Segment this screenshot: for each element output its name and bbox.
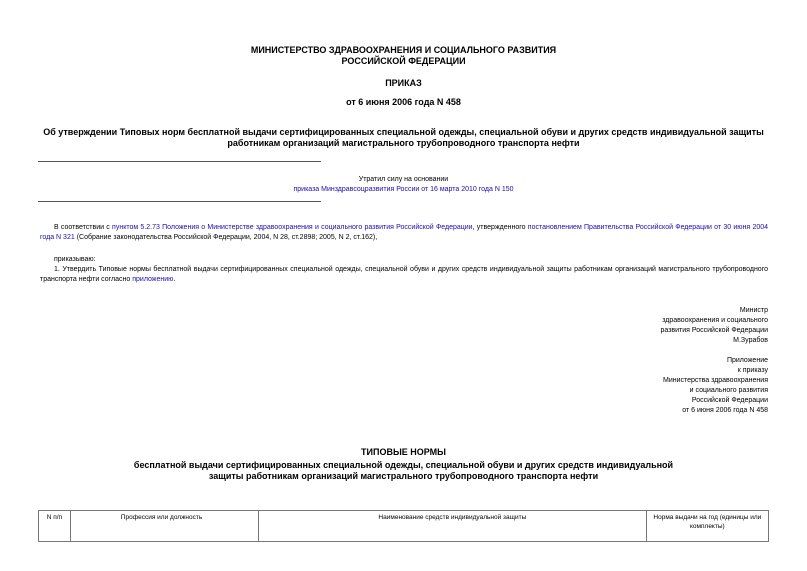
preamble-suffix: (Собрание законодательства Российской Федерации, 2004, N 28, ст.2898; 2005, N 2, ст.162), — [74, 234, 378, 241]
preamble-paragraph — [40, 223, 768, 243]
order-subject — [40, 127, 767, 149]
divider-top — [38, 161, 321, 162]
divider-bottom — [38, 201, 321, 202]
header-norm: Норма выдачи на год (единицы или комплекты) — [646, 511, 768, 542]
order-item-1 — [40, 265, 768, 285]
signature-line-1: Министр — [739, 307, 768, 314]
subject-line-2: работникам организаций магистрального трубопроводного транспорта нефти — [227, 138, 580, 148]
item-1-end: . — [173, 276, 176, 283]
appendix-line-2: к приказу — [737, 367, 768, 374]
appendix-line-4: и социального развития — [689, 387, 768, 394]
appendix-line-3: Министерства здравоохранения — [663, 377, 768, 384]
lost-force-link[interactable]: приказа Минздравсоцразвития России от 16 марта 2010 года N 150 — [293, 186, 514, 193]
appendix-link[interactable]: приложению — [132, 276, 174, 283]
ministry-line-2: РОССИЙСКОЙ ФЕДЕРАЦИИ — [341, 56, 466, 66]
doc-type: ПРИКАЗ — [385, 78, 422, 88]
lost-force-notice — [0, 175, 807, 195]
order-date-number: от 6 июня 2006 года N 458 — [346, 97, 461, 107]
header-ppe-name: Наименование средств индивидуальной защиты — [259, 511, 647, 542]
norms-title: ТИПОВЫЕ НОРМЫ — [361, 447, 446, 457]
government-decree-link[interactable]: постановлением Правительства Российской Федерации от 30 июня 2004 года N 321 — [40, 224, 769, 241]
preamble-prefix: В соответствии с — [54, 224, 113, 231]
subject-line-1: Об утверждении Типовых норм бесплатной выдачи сертифицированных специальной одежды, специальной обуви и других средств индивидуальной защиты — [43, 127, 764, 137]
ministry-heading — [0, 45, 807, 67]
regulation-link[interactable]: пунктом 5.2.73 Положения о Министерстве здравоохранения и социального развития Российской Федерации — [112, 224, 473, 231]
header-number: N п/п — [39, 511, 71, 542]
norms-table — [38, 510, 769, 542]
ministry-line-1: МИНИСТЕРСТВО ЗДРАВООХРАНЕНИЯ И СОЦИАЛЬНОГО РАЗВИТИЯ — [250, 45, 557, 55]
signature-name: М.Зурабов — [733, 337, 768, 344]
preamble-mid: , утвержденного — [472, 224, 528, 231]
norms-subtitle — [0, 460, 807, 482]
appendix-line-6: от 6 июня 2006 года N 458 — [682, 407, 768, 414]
lost-force-text: Утратил силу на основании — [358, 176, 449, 183]
table-header-row — [39, 511, 769, 542]
signature-line-3: развития Российской Федерации — [660, 327, 768, 334]
norms-subtitle-line-1: бесплатной выдачи сертифицированных специальной одежды, специальной обуви и других средств индивидуальной — [133, 460, 674, 470]
item-1-text: 1. Утвердить Типовые нормы бесплатной выдачи сертифицированных специальной одежды, специальной обуви и других средств индивидуальной защиты работникам организаций магистрального трубопроводного транспорта нефти согласно — [40, 266, 768, 283]
appendix-line-5: Российской Федерации — [691, 397, 768, 404]
appendix-block — [663, 356, 768, 416]
order-word: приказываю: — [54, 256, 96, 263]
signature-line-2: здравоохранения и социального — [662, 317, 768, 324]
signature-block — [660, 306, 768, 346]
norms-subtitle-line-2: защиты работникам организаций магистрального трубопроводного транспорта нефти — [208, 471, 599, 481]
header-profession: Профессия или должность — [70, 511, 258, 542]
appendix-line-1: Приложение — [726, 357, 768, 364]
